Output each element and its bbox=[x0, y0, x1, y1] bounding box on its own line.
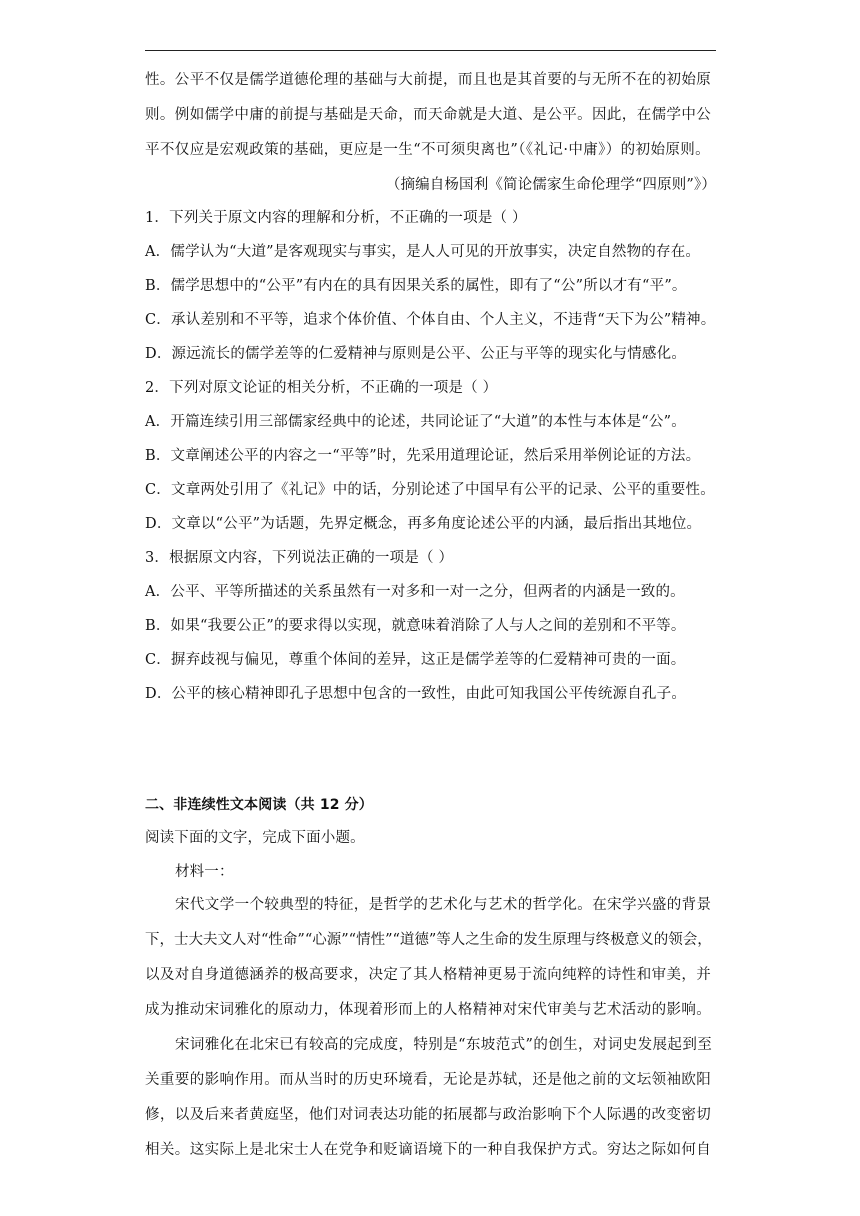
material-paragraph-line: 相关。这实际上是北宋士人在党争和贬谪语境下的一种自我保护方式。穷达之际如何自 bbox=[145, 1142, 712, 1158]
question-3-option-c: C．摒弃歧视与偏见，尊重个体间的差异，这正是儒学差等的仁爱精神可贵的一面。 bbox=[145, 652, 686, 668]
passage-line: 则。例如儒学中庸的前提与基础是天命，而天命就是大道、是公平。因此，在儒学中公 bbox=[145, 107, 712, 123]
section-heading: 二、非连续性文本阅读（共 12 分） bbox=[145, 797, 373, 813]
material-paragraph-line: 以及对自身道德涵养的极高要求，决定了其人格精神更易于流向纯粹的诗性和审美，并 bbox=[145, 967, 712, 983]
question-2-option-c: C．文章两处引用了《礼记》中的话，分别论述了中国早有公平的记录、公平的重要性。 bbox=[145, 482, 715, 498]
question-stem-1: 1．下列关于原文内容的理解和分析，不正确的一项是（ ） bbox=[145, 210, 527, 226]
question-1-option-c: C．承认差别和不平等，追求个体价值、个体自由、个人主义，不违背“天下为公”精神。 bbox=[145, 312, 716, 328]
question-3-option-a: A．公平、平等所描述的关系虽然有一对多和一对一之分，但两者的内涵是一致的。 bbox=[145, 584, 685, 600]
material-paragraph-line: 关重要的影响作用。而从当时的历史环境看，无论是苏轼，还是他之前的文坛领袖欧阳 bbox=[145, 1072, 712, 1088]
question-2-option-b: B．文章阐述公平的内容之一“平等”时，先采用道理论证，然后采用举例论证的方法。 bbox=[145, 448, 701, 464]
material-paragraph-line: 下，士大夫文人对“性命”“心源”“情性”“道德”等人之生命的发生原理与终极意义的领会， bbox=[145, 932, 712, 948]
passage-line: 性。公平不仅是儒学道德伦理的基础与大前提，而且也是其首要的与无所不在的初始原 bbox=[145, 72, 712, 88]
material-paragraph-line: 修，以及后来者黄庭坚，他们对词表达功能的拓展都与政治影响下个人际遇的改变密切 bbox=[145, 1107, 712, 1123]
question-1-option-d: D．源远流长的儒学差等的仁爱精神与原则是公平、公正与平等的现实化与情感化。 bbox=[145, 346, 687, 362]
question-1-option-a: A．儒学认为“大道”是客观现实与事实，是人人可见的开放事实，决定自然物的存在。 bbox=[145, 244, 701, 260]
question-stem-3: 3．根据原文内容，下列说法正确的一项是（ ） bbox=[145, 550, 454, 566]
material-paragraph-line: 宋代文学一个较典型的特征，是哲学的艺术化与艺术的哲学化。在宋学兴盛的背景 bbox=[175, 897, 712, 913]
material-paragraph-line: 宋词雅化在北宋已有较高的完成度，特别是“东坡范式”的创生，对词史发展起到至 bbox=[175, 1037, 713, 1053]
question-3-option-b: B．如果“我要公正”的要求得以实现，就意味着消除了人与人之间的差别和不平等。 bbox=[145, 618, 686, 634]
passage-line: 平不仅应是宏观政策的基础，更应是一生“不可须臾离也”（《礼记·中庸》）的初始原则。 bbox=[145, 142, 711, 158]
section-instruction: 阅读下面的文字，完成下面小题。 bbox=[145, 830, 365, 846]
question-2-option-a: A．开篇连续引用三部儒家经典中的论述，共同论证了“大道”的本性与本体是“公”。 bbox=[145, 414, 686, 430]
header-rule bbox=[145, 50, 716, 51]
material-paragraph-line: 成为推动宋词雅化的原动力，体现着形而上的人格精神对宋代审美与艺术活动的影响。 bbox=[145, 1002, 712, 1018]
material-label: 材料一： bbox=[175, 864, 234, 880]
question-stem-2: 2．下列对原文论证的相关分析，不正确的一项是（ ） bbox=[145, 380, 498, 396]
question-2-option-d: D．文章以“公平”为话题，先界定概念，再多角度论述公平的内涵，最后指出其地位。 bbox=[145, 516, 702, 532]
question-1-option-b: B．儒学思想中的“公平”有内在的具有因果关系的属性，即有了“公”所以才有“平”。 bbox=[145, 278, 687, 294]
passage-source: （摘编自杨国利《简论儒家生命伦理学“四原则”》） bbox=[385, 177, 716, 193]
question-3-option-d: D．公平的核心精神即孔子思想中包含的一致性，由此可知我国公平传统源自孔子。 bbox=[145, 686, 687, 702]
